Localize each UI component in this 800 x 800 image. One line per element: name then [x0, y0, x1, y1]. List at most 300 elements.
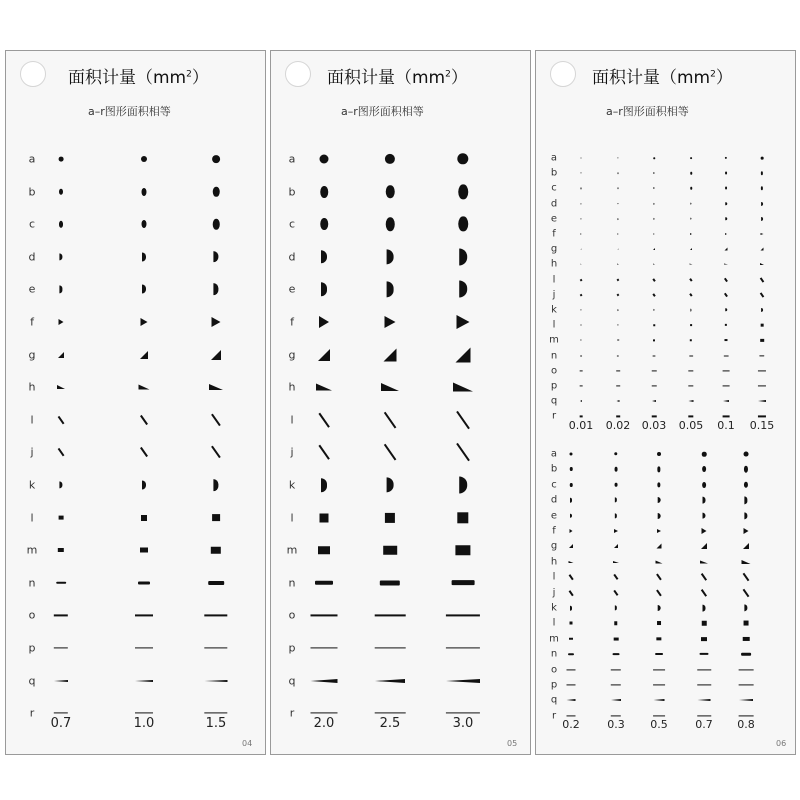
- ellipse-mark: [653, 187, 654, 189]
- half-mark: [690, 217, 691, 220]
- half-mark: [744, 512, 747, 519]
- half-mark: [321, 478, 327, 492]
- ellipse-mark: [458, 217, 468, 232]
- rect-mark: [455, 545, 470, 555]
- half-mark: [321, 283, 327, 297]
- line-mark: [580, 385, 583, 386]
- wedge-line-mark: [652, 400, 656, 402]
- gauge-card-2: [270, 50, 531, 755]
- half-mark: [213, 479, 218, 491]
- rect-mark: [580, 340, 581, 341]
- line-mark: [758, 416, 766, 417]
- right-triangle-mark: [653, 248, 655, 250]
- row-label: n: [550, 648, 558, 660]
- row-label: m: [26, 543, 38, 557]
- half-mark: [59, 286, 62, 293]
- slash-mark: [656, 574, 662, 581]
- triangle-mark: [570, 529, 573, 533]
- bar-mark: [56, 582, 66, 584]
- half-mark: [654, 202, 655, 204]
- row-label: e: [550, 213, 558, 225]
- wedge-line-mark: [698, 699, 711, 701]
- slash-mark: [456, 411, 470, 429]
- half-mark: [761, 217, 763, 221]
- line-mark: [723, 385, 730, 386]
- slash-mark: [689, 293, 693, 297]
- wedge-mark: [581, 264, 582, 265]
- dot-mark: [320, 155, 329, 164]
- triangle-mark: [59, 319, 64, 325]
- card-subtitle: a–r图形面积相等: [341, 105, 424, 118]
- square-mark: [212, 514, 220, 522]
- row-label: q: [550, 395, 558, 407]
- line-mark: [446, 713, 480, 714]
- rect-mark: [743, 637, 750, 641]
- square-mark: [744, 621, 749, 626]
- row-label: k: [288, 478, 296, 492]
- right-triangle-mark: [614, 544, 618, 548]
- right-triangle-mark: [318, 349, 330, 361]
- half-mark: [581, 309, 582, 310]
- triangle-mark: [457, 315, 470, 329]
- line-mark: [567, 669, 576, 670]
- square-mark: [581, 325, 582, 326]
- row-label: q: [288, 674, 296, 688]
- row-label: q: [28, 674, 36, 688]
- column-label: 0.7: [695, 718, 713, 731]
- row-label: n: [28, 576, 36, 590]
- line-mark: [135, 647, 153, 648]
- dot-mark: [653, 157, 655, 159]
- line-mark: [653, 684, 665, 685]
- bar-mark: [208, 581, 224, 585]
- row-label: b: [28, 185, 36, 199]
- ellipse-mark: [657, 482, 660, 487]
- right-triangle-mark: [384, 348, 397, 361]
- half-mark: [213, 251, 218, 263]
- slash-mark: [580, 294, 583, 296]
- right-triangle-mark: [743, 543, 749, 549]
- slash-mark: [140, 415, 148, 425]
- square-mark: [617, 325, 618, 326]
- slash-mark: [318, 412, 329, 427]
- line-mark: [54, 615, 68, 616]
- row-label: l: [552, 617, 556, 629]
- row-label: k: [28, 478, 36, 492]
- wedge-line-mark: [54, 680, 68, 682]
- slash-mark: [743, 588, 750, 597]
- half-mark: [618, 309, 619, 311]
- wedge-line-mark: [446, 679, 480, 683]
- wedge-line-mark: [723, 400, 729, 402]
- bar-mark: [380, 580, 400, 585]
- slash-mark: [617, 278, 620, 281]
- line-mark: [54, 647, 68, 648]
- row-label: d: [28, 250, 36, 264]
- row-label: p: [28, 641, 36, 655]
- row-label: r: [551, 710, 557, 722]
- column-label: 0.05: [678, 419, 704, 432]
- half-mark: [581, 203, 582, 204]
- wedge-line-mark: [205, 680, 228, 682]
- slash-mark: [724, 293, 728, 298]
- row-label: d: [288, 250, 296, 264]
- half-mark: [570, 513, 572, 518]
- square-mark: [725, 324, 727, 326]
- ellipse-mark: [213, 219, 220, 229]
- half-mark: [59, 253, 62, 260]
- row-label: e: [550, 510, 558, 522]
- square-mark: [657, 621, 661, 625]
- bar-mark: [724, 355, 729, 356]
- slash-mark: [760, 292, 764, 297]
- half-mark: [142, 285, 146, 294]
- dot-mark: [614, 452, 617, 455]
- line-mark: [652, 370, 657, 371]
- slash-mark: [456, 443, 470, 461]
- half-mark: [570, 498, 572, 503]
- page-number: 04: [242, 739, 253, 748]
- ellipse-mark: [581, 188, 582, 189]
- row-label: g: [28, 348, 36, 362]
- row-label: j: [552, 289, 556, 301]
- row-label: g: [550, 243, 558, 255]
- ellipse-mark: [570, 483, 573, 487]
- right-triangle-mark: [725, 248, 728, 251]
- rect-mark: [58, 548, 64, 552]
- row-label: c: [551, 479, 557, 491]
- half-mark: [142, 481, 146, 490]
- half-mark: [761, 308, 763, 312]
- row-label: l: [552, 571, 556, 583]
- column-label: 1.0: [133, 716, 155, 731]
- half-mark: [615, 605, 617, 610]
- half-mark: [761, 202, 763, 206]
- slash-mark: [656, 589, 662, 596]
- slash-mark: [652, 293, 655, 296]
- square-mark: [570, 622, 573, 625]
- row-label: h: [288, 380, 296, 394]
- half-mark: [618, 218, 619, 220]
- ellipse-mark: [657, 467, 660, 472]
- half-mark: [387, 249, 394, 264]
- right-triangle-mark: [701, 543, 707, 549]
- line-mark: [311, 713, 338, 714]
- bar-mark: [653, 355, 656, 356]
- row-label: m: [286, 543, 298, 557]
- column-label: 0.2: [562, 718, 580, 731]
- wedge-mark: [381, 383, 399, 391]
- row-label: k: [551, 304, 557, 316]
- wedge-mark: [613, 561, 619, 563]
- column-label: 2.0: [313, 716, 335, 731]
- row-label: c: [28, 217, 36, 231]
- slash-mark: [724, 277, 728, 282]
- row-label: k: [551, 602, 557, 614]
- half-mark: [725, 217, 727, 220]
- rect-mark: [569, 638, 573, 641]
- row-label: n: [550, 350, 558, 362]
- rect-mark: [701, 637, 707, 641]
- triangle-mark: [614, 529, 618, 533]
- rect-mark: [211, 547, 221, 554]
- row-label: j: [30, 445, 34, 459]
- line-mark: [758, 370, 766, 371]
- dot-mark: [702, 452, 707, 457]
- bar-mark: [655, 653, 663, 655]
- slash-mark: [613, 589, 618, 595]
- column-label: 0.01: [568, 419, 594, 432]
- row-label: a: [288, 152, 296, 166]
- ellipse-mark: [386, 217, 395, 231]
- half-mark: [744, 604, 747, 611]
- wedge-line-mark: [739, 699, 753, 701]
- row-label: h: [550, 556, 558, 568]
- wedge-mark: [700, 560, 708, 563]
- ellipse-mark: [725, 172, 727, 175]
- half-mark: [459, 281, 467, 298]
- ellipse-mark: [213, 186, 220, 196]
- line-mark: [616, 416, 620, 417]
- line-mark: [54, 713, 68, 714]
- half-mark: [703, 512, 706, 519]
- slash-mark: [58, 448, 65, 456]
- right-triangle-mark: [657, 544, 662, 549]
- triangle-mark: [657, 529, 661, 533]
- ellipse-mark: [761, 187, 763, 191]
- line-mark: [611, 684, 621, 685]
- bar-mark: [315, 581, 333, 586]
- right-triangle-mark: [211, 350, 221, 360]
- wedge-mark: [57, 385, 65, 389]
- line-mark: [135, 615, 153, 616]
- wedge-mark: [453, 383, 473, 392]
- line-mark: [688, 416, 693, 417]
- ellipse-mark: [142, 220, 147, 228]
- square-mark: [320, 513, 329, 522]
- wedge-line-mark: [654, 699, 665, 701]
- line-mark: [652, 416, 657, 417]
- half-mark: [703, 497, 706, 504]
- card-title: 面积计量$(mm^2)$: [327, 68, 468, 88]
- row-label: f: [552, 228, 556, 240]
- square-mark: [59, 515, 64, 520]
- card-subtitle: a–r图形面积相等: [606, 105, 689, 118]
- wedge-mark: [617, 264, 619, 265]
- slash-mark: [211, 413, 221, 426]
- column-label: 0.8: [737, 718, 755, 731]
- wedge-line-mark: [135, 680, 153, 682]
- column-label: 1.5: [205, 716, 227, 731]
- half-mark: [213, 284, 218, 296]
- line-mark: [739, 684, 754, 685]
- dot-mark: [59, 157, 64, 162]
- right-triangle-mark: [581, 249, 582, 250]
- triangle-mark: [212, 317, 221, 327]
- dot-mark: [385, 154, 395, 164]
- half-mark: [654, 218, 655, 220]
- rect-mark: [318, 546, 330, 554]
- line-mark: [567, 684, 576, 685]
- line-mark: [697, 669, 711, 670]
- wedge-mark: [209, 384, 223, 390]
- ellipse-mark: [690, 187, 692, 189]
- wedge-mark: [139, 385, 150, 390]
- triangle-mark: [319, 316, 329, 328]
- line-mark: [580, 416, 583, 417]
- half-mark: [387, 477, 394, 492]
- row-label: m: [549, 334, 559, 346]
- rect-mark: [653, 340, 655, 341]
- row-label: g: [288, 348, 296, 362]
- line-mark: [616, 385, 620, 386]
- triangle-mark: [654, 233, 655, 235]
- hang-hole: [20, 61, 46, 87]
- gauge-card-3: [535, 50, 796, 755]
- ellipse-mark: [458, 184, 468, 199]
- column-label: 0.7: [50, 716, 72, 731]
- row-label: b: [288, 185, 296, 199]
- row-label: f: [290, 315, 294, 329]
- slash-mark: [760, 277, 764, 282]
- right-triangle-mark: [140, 351, 148, 359]
- wedge-mark: [724, 264, 728, 265]
- line-mark: [135, 713, 153, 714]
- half-mark: [658, 605, 661, 611]
- ellipse-mark: [320, 218, 328, 230]
- row-label: a: [550, 152, 558, 164]
- row-label: e: [28, 282, 36, 296]
- row-label: b: [550, 167, 558, 179]
- row-label: j: [552, 587, 556, 599]
- row-label: o: [28, 608, 36, 622]
- line-mark: [653, 715, 665, 716]
- ellipse-mark: [744, 482, 748, 489]
- triangle-mark: [690, 233, 692, 235]
- row-label: j: [290, 445, 294, 459]
- row-label: g: [550, 540, 558, 552]
- slash-mark: [689, 278, 693, 282]
- slash-mark: [384, 444, 396, 460]
- line-mark: [758, 385, 766, 386]
- triangle-mark: [618, 233, 619, 235]
- triangle-mark: [385, 316, 396, 328]
- slash-mark: [652, 278, 655, 281]
- square-mark: [702, 621, 707, 626]
- ellipse-mark: [618, 172, 619, 174]
- half-mark: [615, 498, 617, 503]
- slash-mark: [58, 416, 65, 424]
- half-mark: [690, 309, 691, 312]
- column-label: 0.15: [749, 419, 775, 432]
- ellipse-mark: [386, 185, 395, 199]
- half-mark: [459, 248, 467, 265]
- row-label: m: [549, 633, 559, 645]
- row-label: l: [552, 274, 556, 286]
- triangle-mark: [725, 233, 727, 235]
- card-title: 面积计量$(mm^2)$: [592, 68, 733, 88]
- row-label: f: [552, 525, 556, 537]
- wedge-line-mark: [617, 400, 620, 402]
- bar-mark: [568, 653, 574, 655]
- rect-mark: [614, 637, 619, 640]
- line-mark: [204, 713, 227, 714]
- row-label: o: [550, 664, 558, 676]
- half-mark: [615, 513, 617, 518]
- triangle-mark: [702, 528, 707, 534]
- slash-mark: [617, 293, 620, 296]
- ellipse-mark: [142, 188, 147, 196]
- row-label: h: [28, 380, 36, 394]
- right-triangle-mark: [58, 352, 64, 358]
- wedge-mark: [656, 560, 663, 563]
- half-mark: [658, 513, 661, 519]
- half-mark: [581, 218, 582, 219]
- line-mark: [375, 713, 406, 714]
- right-triangle-mark: [569, 544, 573, 548]
- half-mark: [142, 252, 146, 261]
- wedge-mark: [690, 264, 693, 265]
- half-mark: [570, 606, 572, 611]
- wedge-line-mark: [580, 400, 582, 402]
- ellipse-mark: [653, 172, 654, 174]
- half-mark: [744, 497, 747, 504]
- slash-mark: [701, 573, 707, 581]
- line-mark: [311, 615, 338, 616]
- ellipse-mark: [761, 171, 763, 175]
- right-triangle-mark: [456, 347, 471, 362]
- wedge-line-mark: [311, 679, 338, 683]
- row-label: l: [30, 511, 34, 525]
- row-label: l: [290, 413, 294, 427]
- row-label: c: [551, 182, 557, 194]
- gauge-card-1: [5, 50, 266, 755]
- slash-mark: [580, 278, 583, 280]
- ellipse-mark: [618, 188, 619, 190]
- wedge-mark: [760, 263, 764, 265]
- line-mark: [739, 715, 754, 716]
- row-label: r: [551, 410, 557, 422]
- line-mark: [688, 370, 693, 371]
- slash-mark: [569, 590, 574, 596]
- right-triangle-mark: [618, 249, 619, 250]
- slash-mark: [384, 412, 396, 428]
- triangle-mark: [761, 233, 764, 235]
- ellipse-mark: [615, 467, 618, 472]
- slash-mark: [318, 445, 329, 460]
- square-mark: [653, 324, 655, 326]
- half-mark: [690, 202, 691, 205]
- square-mark: [141, 515, 147, 521]
- wedge-line-mark: [611, 699, 621, 701]
- bar-mark: [580, 355, 582, 356]
- column-label: 0.3: [607, 718, 625, 731]
- line-mark: [375, 647, 406, 648]
- dot-mark: [761, 157, 764, 160]
- column-label: 0.02: [605, 419, 631, 432]
- line-mark: [697, 715, 711, 716]
- rect-mark: [760, 339, 764, 341]
- wedge-mark: [742, 560, 751, 564]
- ellipse-mark: [570, 467, 573, 471]
- line-mark: [688, 385, 693, 386]
- ellipse-mark: [702, 466, 706, 472]
- dot-mark: [725, 157, 727, 159]
- row-label: p: [550, 679, 558, 691]
- row-label: o: [550, 365, 558, 377]
- bar-mark: [689, 355, 693, 356]
- column-label: 2.5: [379, 716, 401, 731]
